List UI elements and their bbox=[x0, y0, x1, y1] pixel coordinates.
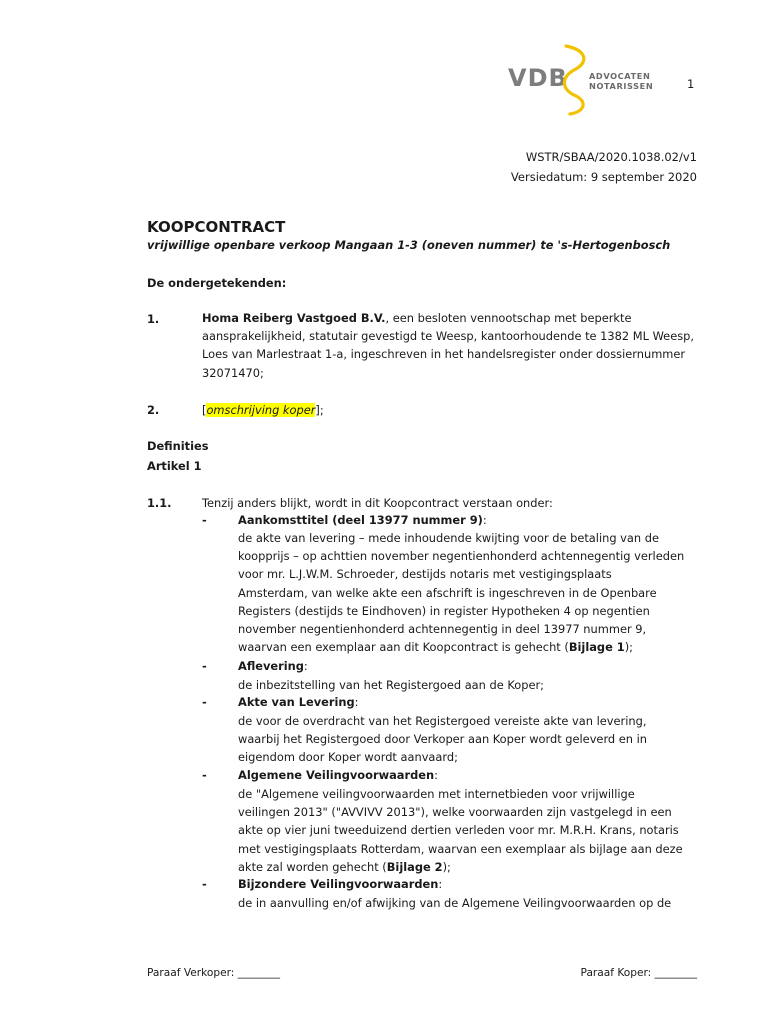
term-dash: - bbox=[202, 513, 207, 527]
term-bijzondere-veilingvoorwaarden: Bijzondere Veilingvoorwaarden: bbox=[238, 877, 443, 891]
term-algemene-veilingvoorwaarden: Algemene Veilingvoorwaarden: bbox=[238, 768, 438, 782]
party-2-text: [omschrijving koper]; bbox=[202, 403, 324, 417]
document-reference bbox=[511, 147, 697, 187]
seller-initials: Paraaf Verkoper: ________ bbox=[147, 967, 281, 979]
term-akte-van-levering-definition: de voor de overdracht van het Registergoed vereiste akte van levering, waarbij het Registergoed door Verkoper aan Koper wordt geleverd en in eigendom door Koper wordt aanvaard; bbox=[238, 714, 648, 765]
definitions-heading: Definities bbox=[147, 439, 209, 453]
party-1-number: 1. bbox=[147, 312, 160, 326]
article-heading: Artikel 1 bbox=[147, 459, 202, 473]
version-date: Versiedatum: 9 september 2020 bbox=[510, 170, 697, 184]
term-bijzondere-veilingvoorwaarden-definition: de in aanvulling en/of afwijking van de Algemene Veilingvoorwaarden op de bbox=[238, 896, 672, 910]
logo-brand: VDB bbox=[508, 64, 568, 92]
page-title: KOOPCONTRACT bbox=[147, 218, 286, 236]
term-dash: - bbox=[202, 659, 207, 673]
term-akte-van-levering: Akte van Levering: bbox=[238, 695, 359, 709]
term-algemene-veilingvoorwaarden-definition: de "Algemene veilingvoorwaarden met internetbieden voor vrijwillige veilingen 2013" ("AVVIVV 2013"), welke voorwaarden zijn vastgelegd in een akte op vier juni tweeduizend dertien verleden voor mr. M.R.H. Krans, notaris met vestigingsplaats Rotterdam, waarvan een exemplaar als bijlage aan deze akte zal worden gehecht (Bijlage 2); bbox=[238, 787, 683, 874]
term-dash: - bbox=[202, 877, 207, 891]
term-aflevering-definition: de inbezitstelling van het Registergoed aan de Koper; bbox=[238, 678, 544, 692]
annex-2-ref: Bijlage 2 bbox=[386, 859, 443, 874]
annex-1-ref: Bijlage 1 bbox=[568, 640, 625, 655]
buyer-placeholder[interactable]: omschrijving koper bbox=[206, 403, 316, 417]
term-aankomsttitel-definition: de akte van levering – mede inhoudende kwijting voor de betaling van de koopprijs – op achttien november negentienhonderd achtennegentig verleden voor mr. L.J.W.M. Schroeder, destijds notaris met vestigingsplaats Amsterdam, van welke akte een afschrift is ingeschreven in de Openbare Registers (destijds te Eindhoven) in register Hypotheken 4 op negentien november negentienhonderd achtennegentig in deel 13977 nummer 9, waarvan een exemplaar aan dit Koopcontract is gehecht (Bijlage 1); bbox=[238, 531, 685, 655]
term-dash: - bbox=[202, 768, 207, 782]
reference-code: WSTR/SBAA/2020.1038.02/v1 bbox=[525, 150, 697, 164]
term-aflevering: Aflevering: bbox=[238, 659, 308, 673]
party-2-number: 2. bbox=[147, 403, 160, 417]
page-number: 1 bbox=[687, 77, 695, 91]
term-aankomsttitel: Aankomsttitel (deel 13977 nummer 9): bbox=[238, 513, 487, 527]
undersigned-heading: De ondergetekenden: bbox=[147, 276, 287, 290]
buyer-initials: Paraaf Koper: ________ bbox=[580, 967, 697, 979]
clause-number: 1.1. bbox=[147, 496, 172, 510]
page-subtitle: vrijwillige openbare verkoop Mangaan 1-3 (oneven nummer) te 's-Hertogenbosch bbox=[147, 238, 671, 252]
logo-swirl-icon bbox=[556, 42, 592, 118]
term-dash: - bbox=[202, 695, 207, 709]
logo-subtitle: ADVOCATEN NOTARISSEN bbox=[589, 71, 654, 91]
party-1-name: Homa Reiberg Vastgoed B.V. bbox=[202, 311, 386, 325]
party-1-text: Homa Reiberg Vastgoed B.V., een besloten vennootschap met beperkte aansprakelijkheid, statutair gevestigd te Weesp, kantoorhoudende te 1382 ML Weesp, Loes van Marlestraat 1-a, ingeschreven in het handelsregister onder dossiernummer 32071470; bbox=[202, 311, 694, 380]
clause-intro: Tenzij anders blijkt, wordt in dit Koopcontract verstaan onder: bbox=[202, 496, 553, 510]
